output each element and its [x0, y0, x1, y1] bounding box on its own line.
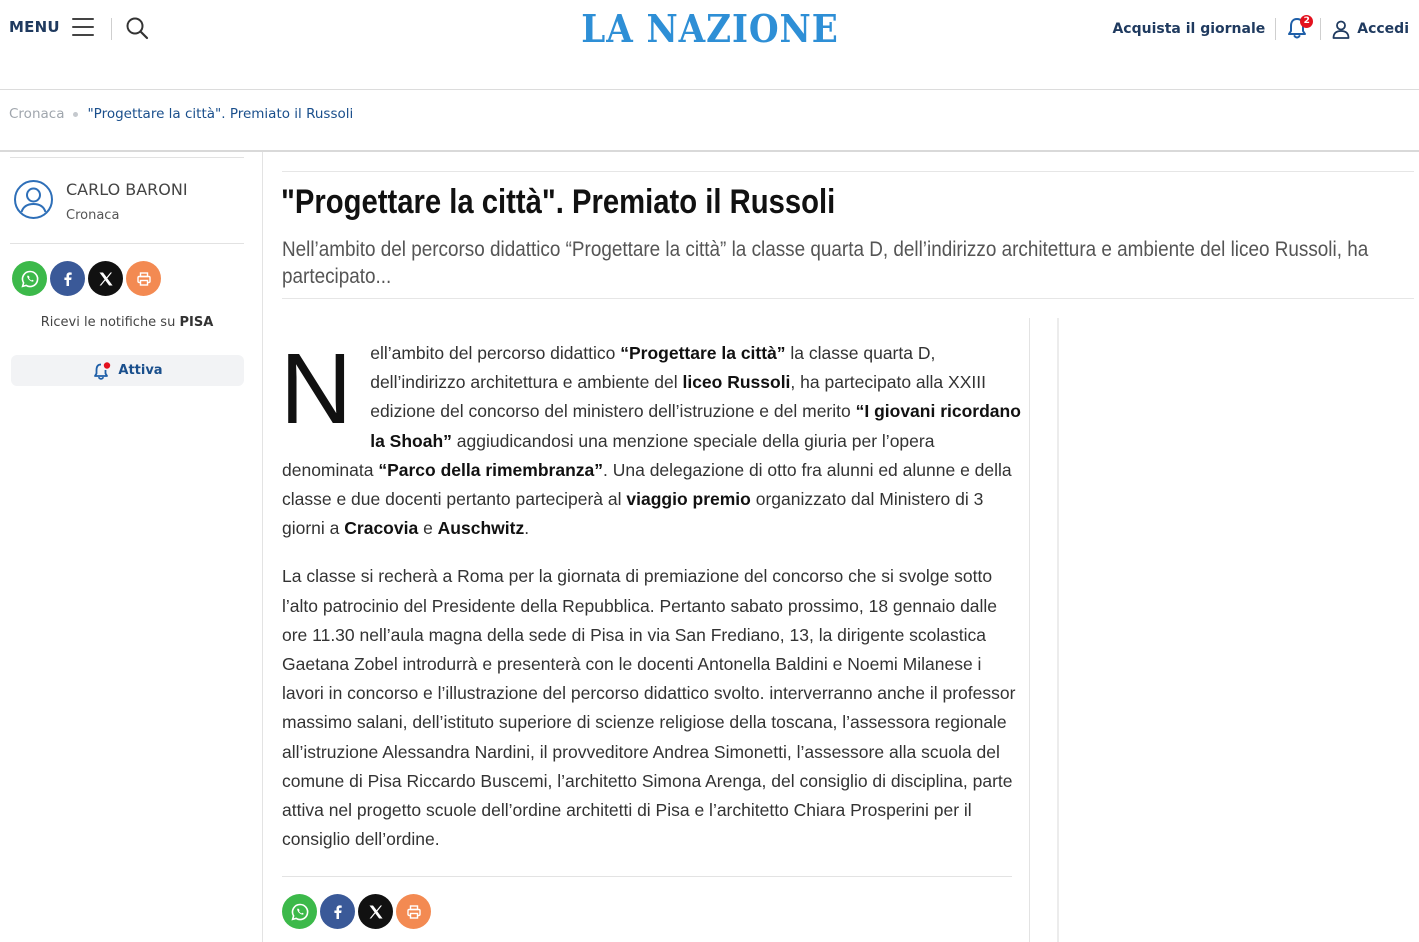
menu-label: MENU [9, 18, 60, 36]
header-actions [1112, 14, 1409, 44]
site-header [0, 0, 1419, 60]
header-divider [1320, 18, 1321, 40]
print-share-button[interactable] [126, 261, 161, 296]
facebook-icon [328, 902, 348, 922]
sidebar-divider [10, 157, 244, 158]
breadcrumb-section[interactable]: Cronaca [9, 106, 65, 122]
article-subtitle: Nell’ambito del percorso didattico “Progettare la città” la classe quarta D, dell’indirizzo architettura e ambiente del liceo Russoli, ha partecipato... [282, 238, 1369, 288]
article-paragraph-1: N ell’ambito del percorso didattico “Progettare la città” la classe quarta D, dell’indirizzo architettura e ambiente del liceo Russoli, ha partecipato alla XXIII edizione del concorso del ministero dell’istruzione e del merito “I giovani ricordano la Shoah” aggiudicandosi una menzione speciale della giuria per l’opera denominata “Parco della rimembranza”. Una delegazione di otto fra alunni ed alunne e della classe e due docenti pertanto parteciperà al viaggio premio organizzato dal Ministero di 3 giorni a Cracovia e Auschwitz. [280, 333, 1021, 539]
x-icon [97, 270, 115, 288]
header-separator [0, 89, 1419, 90]
login-button[interactable] [1331, 19, 1409, 39]
breadcrumb-separator-line [0, 150, 1419, 152]
subtitle-divider [282, 298, 1414, 299]
buy-newspaper-link[interactable]: Acquista il giornale [1112, 21, 1266, 37]
author-name[interactable]: CARLO BARONI [66, 180, 188, 199]
notification-badge: 2 [1300, 15, 1313, 28]
activate-label: Attiva [118, 363, 163, 378]
column-divider [1029, 318, 1030, 942]
user-icon [1331, 19, 1351, 39]
article-title: "Progettare la città". Premiato il Russoli [281, 183, 836, 221]
site-logo[interactable]: LA NAZIONE [580, 6, 839, 51]
x-share-button[interactable] [88, 261, 123, 296]
breadcrumb-current[interactable]: "Progettare la città". Premiato il Russoli [87, 106, 354, 122]
facebook-share-button[interactable] [320, 894, 355, 929]
author-category: Cronaca [66, 208, 120, 223]
column-divider [1057, 318, 1059, 942]
whatsapp-icon [20, 269, 40, 289]
login-label: Accedi [1357, 21, 1409, 37]
x-icon [367, 903, 385, 921]
drop-cap: N [280, 333, 353, 445]
bell-plus-icon [92, 361, 112, 381]
notification-prompt: Ricevi le notifiche su PISA [40, 315, 214, 330]
x-share-button[interactable] [358, 894, 393, 929]
sidebar-border [262, 152, 263, 942]
title-top-divider [282, 171, 1414, 172]
article-end-divider [282, 876, 1012, 877]
facebook-share-button[interactable] [50, 261, 85, 296]
breadcrumb-separator [73, 112, 78, 117]
activate-notifications-button[interactable] [11, 355, 244, 386]
header-divider [1275, 18, 1276, 40]
share-bar-sidebar [12, 261, 164, 296]
whatsapp-icon [290, 902, 310, 922]
share-bar-bottom [282, 894, 434, 929]
facebook-icon [58, 269, 78, 289]
breadcrumb [9, 106, 353, 122]
sidebar-divider [10, 243, 244, 244]
article-body [280, 333, 1022, 873]
whatsapp-share-button[interactable] [282, 894, 317, 929]
notifications-button[interactable] [1286, 16, 1310, 42]
print-icon [135, 270, 153, 288]
print-share-button[interactable] [396, 894, 431, 929]
whatsapp-share-button[interactable] [12, 261, 47, 296]
author-avatar-icon[interactable] [13, 179, 54, 220]
notification-city: PISA [179, 315, 214, 330]
print-icon [405, 903, 423, 921]
article-paragraph-2: La classe si recherà a Roma per la giornata di premiazione del concorso che si svolge sotto l’alto patrocinio del Presidente della Repubblica. Pertanto sabato prossimo, 18 gennaio dalle ore 11.30 nell’aula magna della sede di Pisa in via San Frediano, 13, la dirigente scolastica Gaetana Zobel introdurrà e presenterà con le docenti Antonella Baldini e Noemi Milanese i lavori in concorso e l’illustrazione del percorso didattico svolto. interverranno anche il professor massimo salani, dell’istituto superiore di scienze religiose della toscana, l’assessora regionale all’istruzione Alessandra Nardini, il provveditore Andrea Simonetti, l’assessore alla scuola del comune di Pisa Riccardo Buscemi, l’architetto Simona Arenga, del consiglio di disciplina, parte attiva nel progetto scuole dell’ordine architetti di Pisa e l’architetto Chiara Prosperini per il consiglio dell’ordine. [282, 566, 1016, 850]
